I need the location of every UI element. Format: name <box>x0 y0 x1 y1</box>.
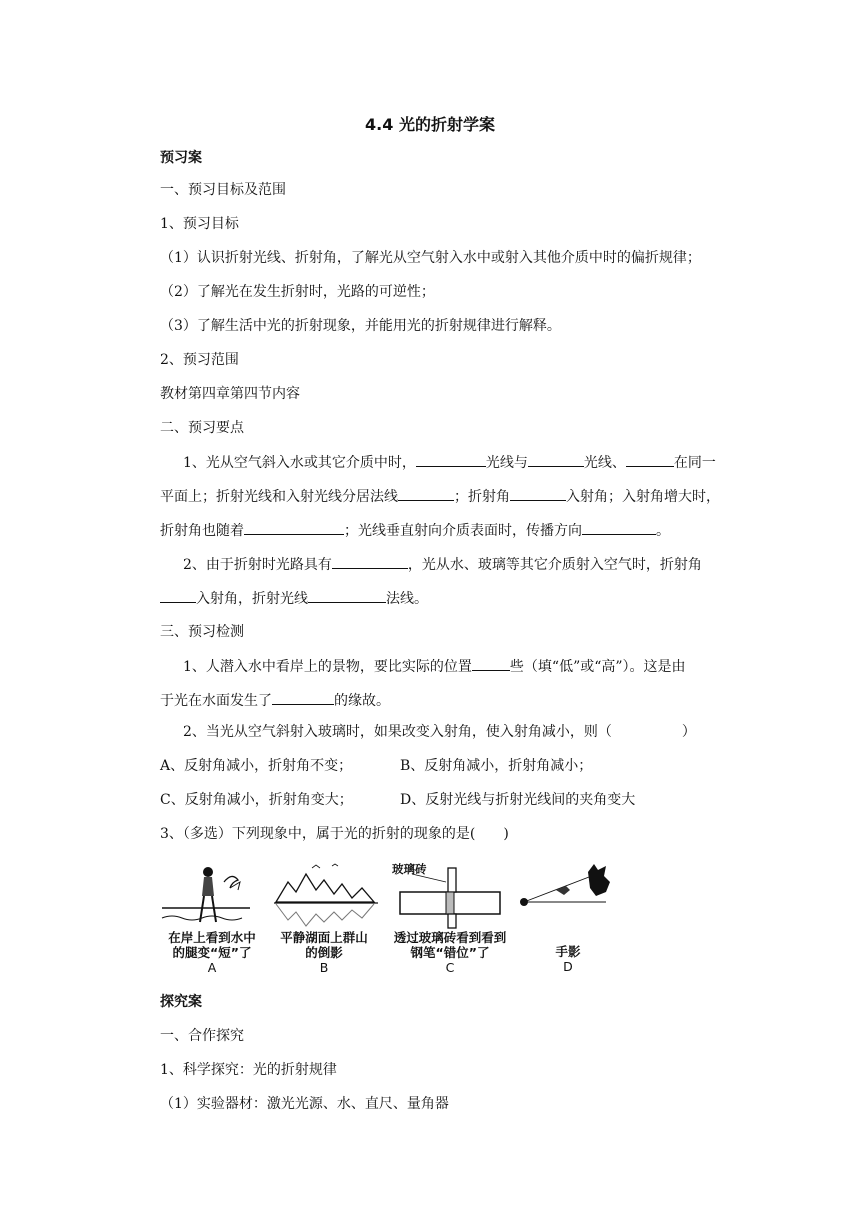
figure-d-illustration <box>516 862 616 932</box>
blank[interactable] <box>308 588 386 603</box>
option-a: A、反射角减小，折射角不变； <box>160 758 353 774</box>
blank[interactable] <box>398 486 454 501</box>
preview-scope: 教材第四章第四节内容 <box>160 386 300 402</box>
figure-c-caption: 透过玻璃砖看到看到 钢笔“错位”了 C <box>393 930 507 975</box>
blank[interactable] <box>272 690 334 705</box>
figure-a-caption: 在岸上看到水中 的腿变“短”了 A <box>168 930 256 975</box>
preview-section-3: 三、预习检测 <box>160 624 244 640</box>
section-heading-preview: 预习案 <box>160 150 202 166</box>
explore-item-1: 1、科学探究：光的折射规律 <box>160 1062 337 1078</box>
figure-d-caption: 手影 D <box>555 944 581 974</box>
point-2-line-2: 入射角，折射光线 法线。 <box>160 588 428 609</box>
option-d: D、反射光线与折射光线间的夹角变大 <box>400 792 636 808</box>
figure-a-illustration <box>160 862 260 932</box>
blank[interactable] <box>472 656 510 671</box>
question-1-line-1: 1、人潜入水中看岸上的景物，要比实际的位置 些（填“低”或“高”）。这是由 <box>183 656 686 677</box>
question-3: 3、（多选）下列现象中，属于光的折射的现象的是( ) <box>160 826 509 842</box>
figure-strip <box>160 862 620 980</box>
figure-c-tag: 玻璃砖 <box>392 862 427 876</box>
figure-b-illustration <box>272 862 382 932</box>
blank[interactable] <box>160 588 196 603</box>
figure-b-caption: 平静湖面上群山 的倒影 B <box>280 930 368 975</box>
option-c: C、反射角减小，折射角变大； <box>160 792 353 808</box>
blank[interactable] <box>416 452 486 467</box>
option-b: B、反射角减小，折射角减小； <box>400 758 593 774</box>
preview-section-2: 二、预习要点 <box>160 420 244 436</box>
preview-goal-3: （3）了解生活中光的折射现象，并能用光的折射规律进行解释。 <box>160 318 561 334</box>
page-title: 4.4 光的折射学案 <box>365 115 495 134</box>
preview-scope-label: 2、预习范围 <box>160 352 239 368</box>
explore-section-1: 一、合作探究 <box>160 1028 244 1044</box>
point-1-line-1: 1、光从空气斜入水或其它介质中时， 光线与 光线、 在同一 <box>183 452 716 473</box>
point-1-line-2: 平面上；折射光线和入射光线分居法线 ；折射角 入射角；入射角增大时， <box>160 486 720 507</box>
blank[interactable] <box>244 520 344 535</box>
blank[interactable] <box>332 554 408 569</box>
blank[interactable] <box>626 452 674 467</box>
point-1-line-3: 折射角也随着 ；光线垂直射向介质表面时，传播方向 。 <box>160 520 670 541</box>
preview-goal-1: （1）认识折射光线、折射角，了解光从空气射入水中或射入其他介质中时的偏折规律； <box>160 250 701 266</box>
preview-goal-2: （2）了解光在发生折射时，光路的可逆性； <box>160 284 435 300</box>
question-2: 2、当光从空气斜射入玻璃时，如果改变入射角，使入射角减小，则（ ） <box>183 724 696 740</box>
blank[interactable] <box>528 452 584 467</box>
point-2-line-1: 2、由于折射时光路具有 ，光从水、玻璃等其它介质射入空气时，折射角 <box>183 554 702 575</box>
preview-section-1: 一、预习目标及范围 <box>160 182 286 198</box>
blank[interactable] <box>510 486 566 501</box>
question-1-line-2: 于光在水面发生了 的缘故。 <box>160 690 390 711</box>
explore-sub-1: （1）实验器材：激光光源、水、直尺、量角器 <box>160 1096 449 1112</box>
preview-goal-label: 1、预习目标 <box>160 216 239 232</box>
section-heading-explore: 探究案 <box>160 994 202 1010</box>
blank[interactable] <box>582 520 656 535</box>
